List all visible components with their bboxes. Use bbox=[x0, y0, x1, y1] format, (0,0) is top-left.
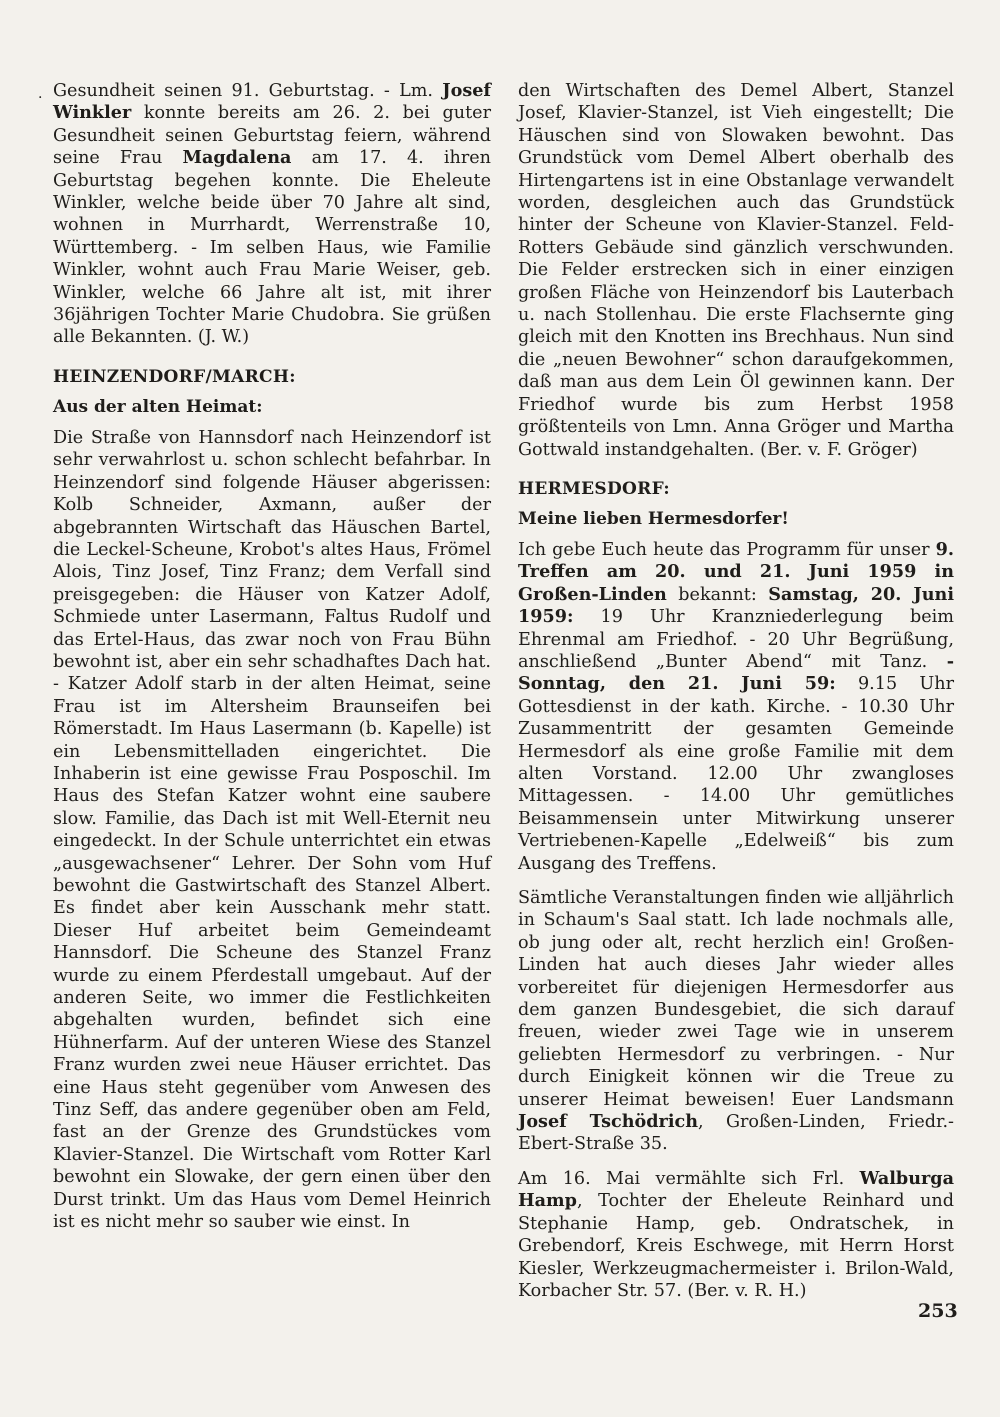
subheading-hermesdorfer: Meine lieben Hermesdorfer! bbox=[518, 508, 789, 529]
section-heading-heinzendorf: HEINZENDORF/MARCH: bbox=[53, 366, 296, 387]
heinzendorf-continued-paragraph: den Wirtschaften des Demel Albert, Stanzel Josef, Klavier-Stanzel, ist Vieh eingestellt; Die Häuschen sind von Slowaken bewohnt. Das Grundstück vom Demel Albert oberhalb des Hirtengartens ist in eine Obstanlage verwandelt worden, desgleichen auch das Grundstück hinter der Scheune von Klavier-Stanzel. Feld-Rotters Gebäude sind gänzlich verschwunden. Die Felder erstrecken sich in einer einzigen großen Fläche von Heinzendorf bis Lauterbach u. nach Stollenhau. Die erste Flachsernte ging gleich mit den Knotten ins Brechhaus. Nun sind die „neuen Bewohner“ schon daraufgekommen, daß man aus dem Lein Öl gewinnen kann. Der Friedhof wurde bis zum Herbst 1958 größtenteils von Lmn. Anna Gröger und Martha Gottwald instandgehalten. (Ber. v. F. Gröger) bbox=[518, 81, 954, 460]
invitation-paragraph bbox=[518, 887, 954, 1156]
bold-text: Samstag, 20. Juni 1959: bbox=[518, 583, 954, 628]
section-heading-hermesdorf: HERMESDORF: bbox=[518, 478, 670, 499]
program-paragraph bbox=[518, 539, 954, 875]
text-run: Am 16. Mai vermählte sich Frl. bbox=[518, 1168, 860, 1189]
bold-name: Walburga Hamp bbox=[518, 1167, 954, 1212]
text-run: konnte bereits am 26. 2. bei guter Gesundheit seinen Geburtstag feiern, während seine Frau bbox=[53, 103, 491, 169]
bold-name: Josef Tschödrich bbox=[518, 1111, 699, 1133]
text-run: Ich gebe Euch heute das Programm für unser bbox=[518, 539, 936, 560]
wedding-paragraph bbox=[518, 1168, 954, 1302]
bold-name: Josef Winkler bbox=[53, 80, 491, 124]
text-run: am 17. 4. ihren Geburtstag begehen konnte. Die Eheleute Winkler, welche beide über 70 Jahre alt sind, wohnen in Murrhardt, Werrenstraße 10, Württemberg. - Im selben Haus, wie Familie Winkler, wohnt auch Frau Marie Weiser, geb. Winkler, welche 66 Jahre alt ist, mit ihrer 36jährigen Tochter Marie Chudobra. Sie grüßen alle Bekannten. (J. W.) bbox=[53, 148, 491, 348]
text-run: , Tochter der Eheleute Reinhard und Stephanie Hamp, geb. Ondratschek, in Grebendorf, Kreis Eschwege, mit Herrn Horst Kiesler, Werkzeugmachermeister i. Brilon-Wald, Korbacher Str. 57. (Ber. v. R. H.) bbox=[518, 1191, 954, 1301]
bold-text: - Sonntag, den 21. Juni 59: bbox=[518, 650, 954, 695]
margin-mark: . bbox=[38, 86, 43, 102]
left-column bbox=[53, 80, 491, 1246]
text-run: 19 Uhr Kranzniederlegung beim Ehrenmal am Friedhof. - 20 Uhr Begrüßung, anschließend „Bunter Abend“ mit Tanz. bbox=[518, 607, 954, 672]
text-run: 9.15 Uhr Gottesdienst in der kath. Kirche. - 10.30 Uhr Zusammentritt der gesamten Gemeinde Hermesdorf als eine große Familie mit dem alten Vorstand. 12.00 Uhr zwangloses Mittagessen. - 14.00 Uhr gemütliches Beisammensein unter Mitwirkung unserer Vertriebenen-Kapelle „Edelweiß“ bis zum Ausgang des Treffens. bbox=[518, 674, 954, 874]
right-column bbox=[518, 80, 954, 1314]
text-run: , Großen-Linden, Friedr.-Ebert-Straße 35. bbox=[518, 1112, 955, 1155]
text-run: Sämtliche Veranstaltungen finden wie alljährlich in Schaum's Saal statt. Ich lade nochmals alle, ob jung oder alt, recht herzlich ein! Großen-Linden hat auch dieses Jahr wieder alles vorbereitet für diejenigen Hermesdorfer aus dem ganzen Bundesgebiet, die sich darauf freuen, wieder zwei Tage wie in unserem geliebten Hermesdorf zu verbringen. - Nur durch Einigkeit können wir die Treue zu unserer Heimat beweisen! Euer Landsmann bbox=[518, 888, 954, 1110]
heinzendorf-paragraph: Die Straße von Hannsdorf nach Heinzendorf ist sehr verwahrlost u. schon schlecht befahrbar. In Heinzendorf sind folgende Häuser abgerissen: Kolb Schneider, Axmann, außer der abgebrannten Wirtschaft das Häuschen Bartel, die Leckel-Scheune, Krobot's altes Haus, Frömel Alois, Tinz Josef, Tinz Franz; dem Verfall sind preisgegeben: die Häuser von Katzer Adolf, Schmiede unter Lasermann, Faltus Rudolf und das Ertel-Haus, das zwar noch von Frau Bühn bewohnt ist, aber ein sehr schadhaftes Dach hat. - Katzer Adolf starb in der alten Heimat, seine Frau ist im Altersheim Braunseifen bei Römerstadt. Im Haus Lasermann (b. Kapelle) ist ein Lebensmittelladen eingerichtet. Die Inhaberin ist eine gewisse Frau Posposchil. Im Haus des Stefan Katzer wohnt eine saubere slow. Familie, das Dach ist mit Well-Eternit neu eingedeckt. In der Schule unterrichtet ein etwas „ausgewachsener“ Lehrer. Der Sohn vom Huf bewohnt die Gastwirtschaft des Stanzel Albert. Es findet aber kein Ausschank mehr statt. Dieser Huf arbeitet beim Gemeindeamt Hannsdorf. Die Scheune des Stanzel Franz wurde zu einem Pferdestall umgebaut. Auf der anderen Seite, wo immer die Festlichkeiten abgehalten wurden, befindet sich eine Hühnerfarm. Auf der unteren Wiese des Stanzel Franz wurden zwei neue Häuser errichtet. Das eine Haus steht gegenüber vom Anwesen des Tinz Seff, das andere gegenüber oben am Feld, fast an der Grenze des Grundstückes vom Klavier-Stanzel. Die Wirtschaft vom Rotter Karl bewohnt ein Slowake, der gern einen über den Durst trinkt. Um das Haus vom Demel Heinrich ist es nicht mehr so sauber wie einst. In bbox=[53, 427, 491, 1233]
text-run: bekannt: bbox=[666, 584, 769, 605]
winkler-paragraph bbox=[53, 80, 491, 349]
text-run: Gesundheit seinen 91. Geburtstag. - Lm. bbox=[53, 81, 443, 101]
page-number: 253 bbox=[918, 1300, 958, 1322]
subheading-alte-heimat: Aus der alten Heimat: bbox=[53, 396, 263, 417]
bold-name: Magdalena bbox=[182, 147, 292, 169]
bold-text: 9. Treffen am 20. und 21. Juni 1959 in Großen-Linden bbox=[518, 538, 954, 605]
